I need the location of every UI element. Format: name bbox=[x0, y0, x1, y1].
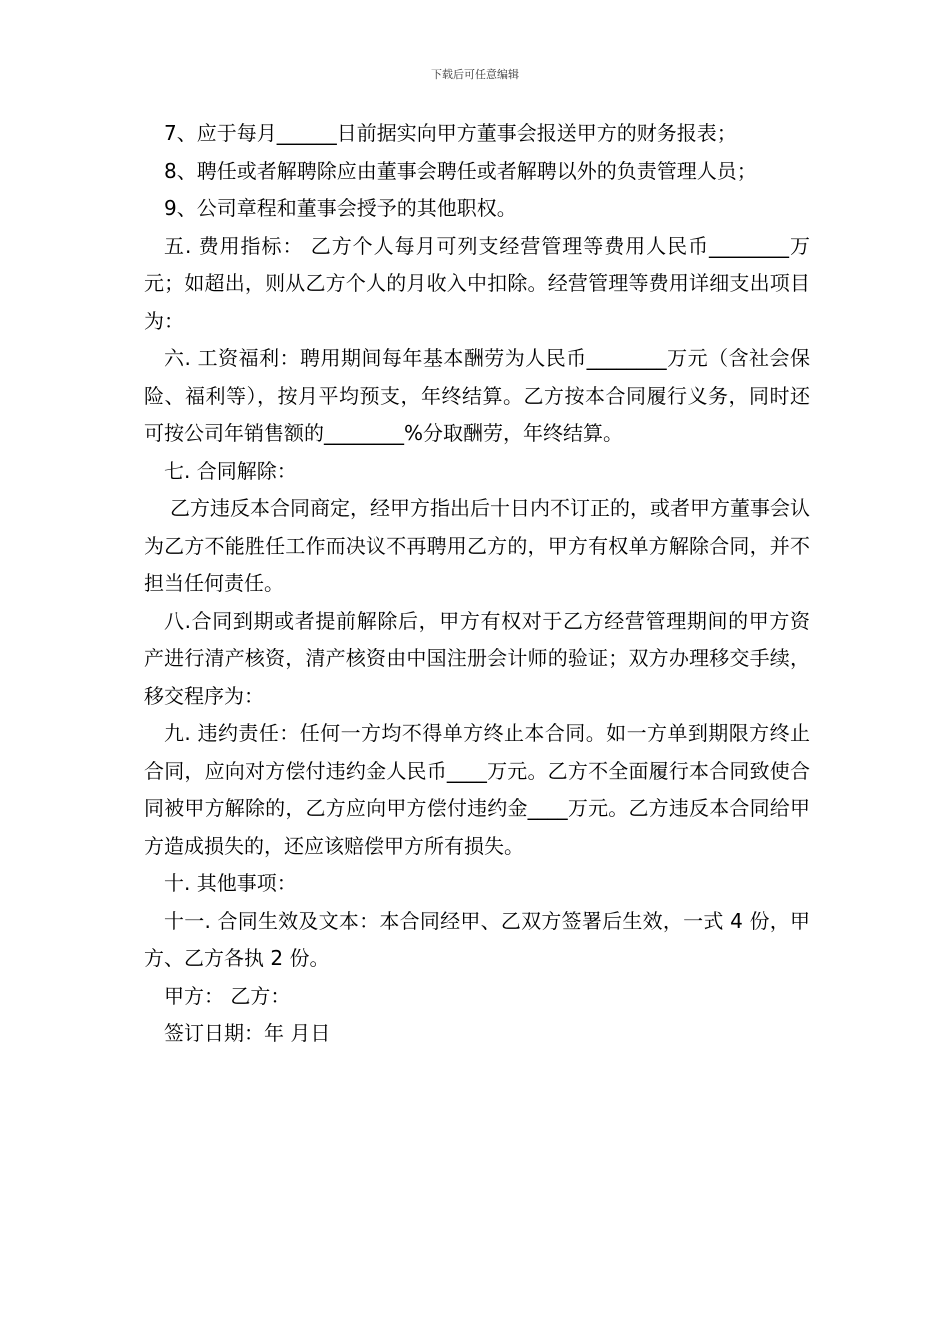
section-salary-benefits: 六. 工资福利：聘用期间每年基本酬劳为人民币________万元（含社会保险、福利等），按月平均预支，年终结算。乙方按本合同履行义务，同时还可按公司年销售额的________%分取酬劳，年终结算。 bbox=[144, 346, 810, 445]
document-body bbox=[144, 115, 810, 1053]
header-note: 下载后可任意编辑 bbox=[431, 68, 519, 81]
section-effectiveness: 十一. 合同生效及文本：本合同经甲、乙双方签署后生效，一式 4 份，甲方、乙方各执 2 份。 bbox=[144, 908, 810, 970]
section-termination-heading: 七. 合同解除： bbox=[164, 458, 297, 483]
section-other-matters: 十. 其他事项： bbox=[164, 871, 297, 895]
section-asset-audit: 八.合同到期或者提前解除后，甲方有权对于乙方经营管理期间的甲方资产进行清产核资，清产核资由中国注册会计师的验证；双方办理移交手续，移交程序为： bbox=[144, 608, 810, 708]
clause-9: 9、公司章程和董事会授予的其他职权。 bbox=[164, 196, 517, 220]
section-expense-indicator: 五. 费用指标： 乙方个人每月可列支经营管理等费用人民币________万元；如超出，则从乙方个人的月收入中扣除。经营管理等费用详细支出项目为： bbox=[144, 233, 810, 333]
termination-text: 乙方违反本合同商定，经甲方指出后十日内不订正的，或者甲方董事会认为乙方不能胜任工作而决议不再聘用乙方的，甲方有权单方解除合同，并不担当任何责任。 bbox=[144, 496, 810, 595]
clause-7: 7、应于每月______日前据实向甲方董事会报送甲方的财务报表； bbox=[164, 121, 737, 145]
section-breach-liability: 九. 违约责任：任何一方均不得单方终止本合同。如一方单到期限方终止合同，应向对方偿付违约金人民币____万元。乙方不全面履行本合同致使合同被甲方解除的，乙方应向甲方偿付违约金____万元。乙方违反本合同给甲方造成损失的，还应该赔偿甲方所有损失。 bbox=[144, 721, 810, 858]
parties-signature-line: 甲方： 乙方： bbox=[164, 983, 291, 1008]
clause-8: 8、聘任或者解聘除应由董事会聘任或者解聘以外的负责管理人员； bbox=[164, 158, 757, 183]
signing-date-line: 签订日期：年 月日 bbox=[164, 1021, 331, 1045]
